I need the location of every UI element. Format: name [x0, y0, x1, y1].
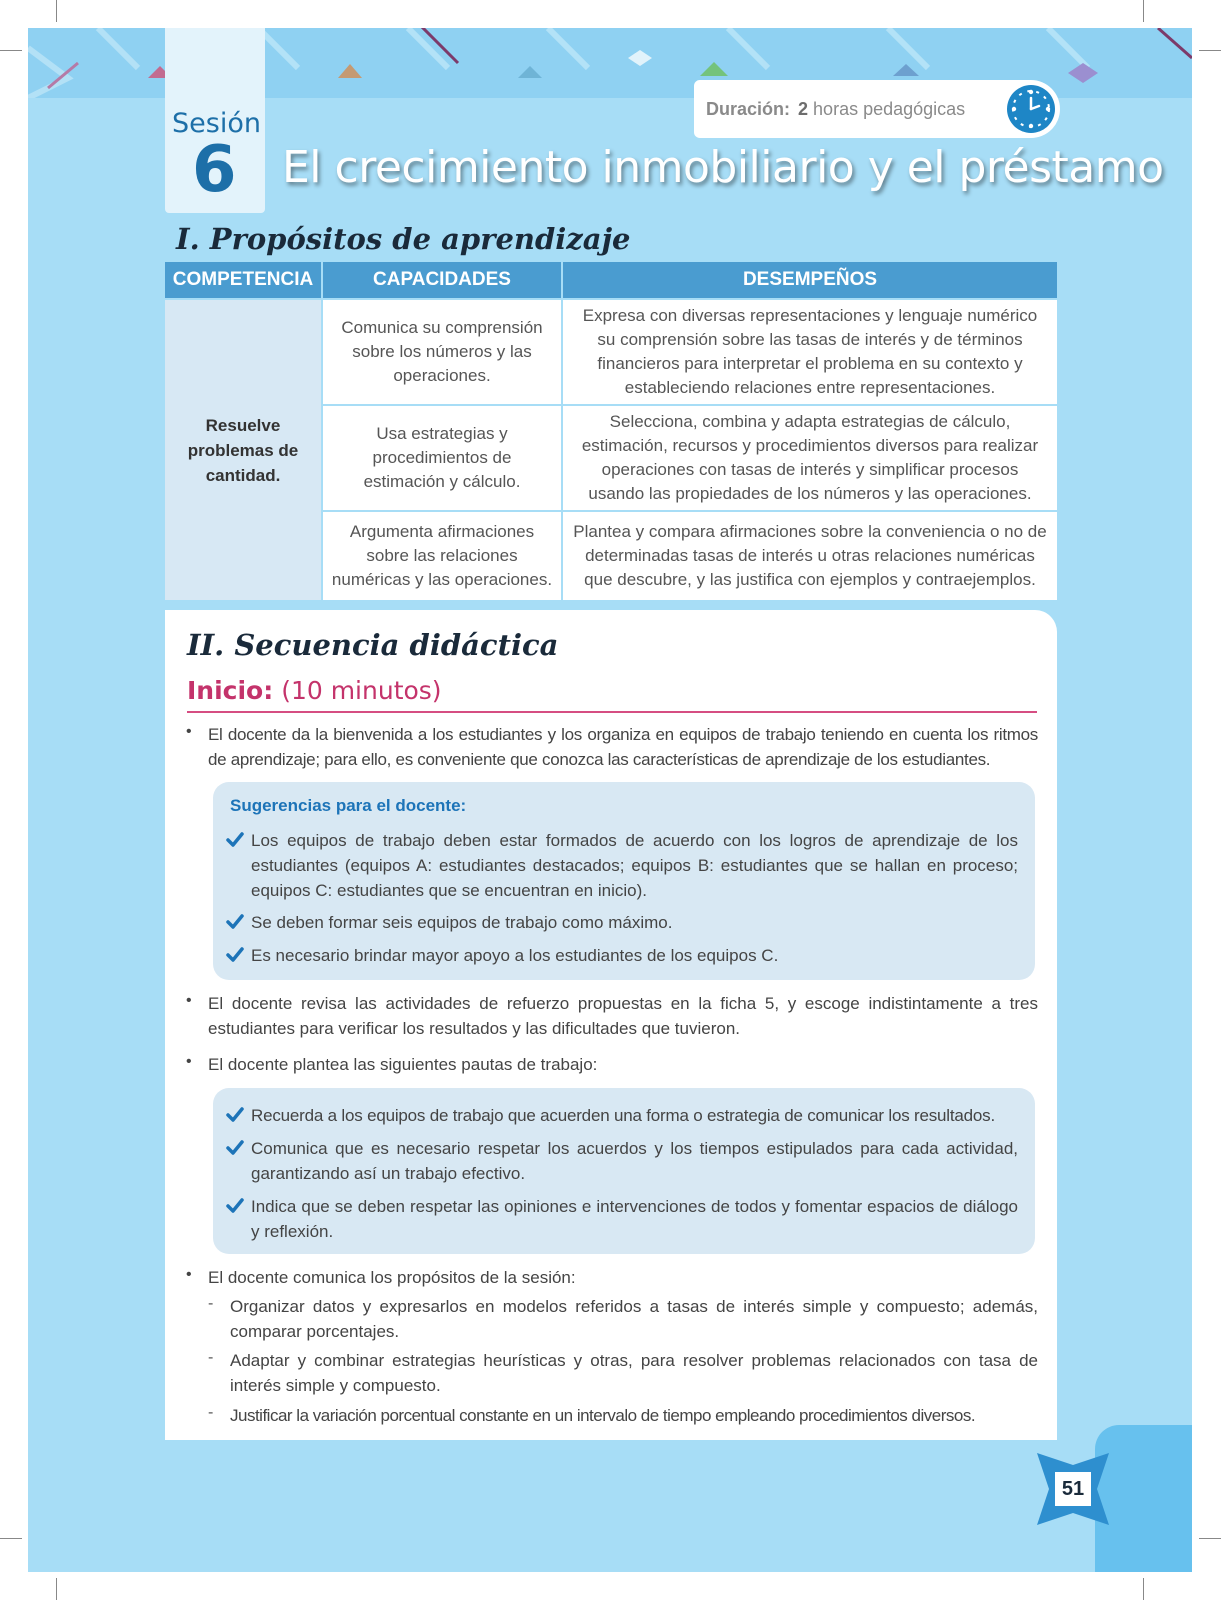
table-header-capacidades: CAPACIDADES: [323, 262, 561, 298]
guideline-item: Recuerda a los equipos de trabajo que acuerden una forma o estrategia de comunicar los resultados.: [251, 1106, 995, 1125]
crop-mark: [56, 0, 57, 22]
duration-box: [694, 80, 1060, 138]
dash-symbol: -: [208, 1404, 214, 1421]
paragraph-bullet-1: El docente da la bienvenida a los estudiantes y los organiza en equipos de trabajo teniendo en cuenta los ritmos de aprendizaje; para ello, es conveniente que conozca las características de aprendizaje de los estudiantes.: [208, 725, 1038, 769]
clock-icon: [1006, 84, 1056, 134]
table-header-competencia: COMPETENCIA: [165, 262, 321, 298]
checkmark-icon: [226, 1198, 244, 1214]
guideline-item: Comunica que es necesario respetar los acuerdos y los tiempos estipulados para cada actividad, garantizando así un trabajo efectivo.: [251, 1139, 1018, 1183]
crop-mark: [1199, 50, 1221, 51]
dash-symbol: -: [208, 1349, 214, 1366]
page-number-tab: [1095, 1425, 1192, 1572]
paragraph-bullet-4: El docente comunica los propósitos de la sesión:: [208, 1268, 576, 1287]
capacidad-cell: Argumenta afirmaciones sobre las relaciones numéricas y las operaciones.: [323, 512, 561, 600]
dash-symbol: -: [208, 1295, 214, 1312]
suggestion-item: Es necesario brindar mayor apoyo a los estudiantes de los equipos C.: [251, 946, 779, 965]
suggestion-item: Los equipos de trabajo deben estar formados de acuerdo con los logros de aprendizaje de los estudiantes (equipos A: estudiantes destacados; equipos B: estudiantes que se hallan en proceso; equipos C: estudiantes que se encuentran en inicio).: [251, 831, 1018, 900]
paragraph-bullet-3: El docente plantea las siguientes pautas de trabajo:: [208, 1055, 598, 1074]
bullet-symbol: •: [186, 1053, 192, 1070]
checkmark-icon: [226, 914, 244, 930]
suggestion-item: Se deben formar seis equipos de trabajo como máximo.: [251, 913, 673, 932]
crop-mark: [0, 50, 22, 51]
competencia-cell: Resuelve problemas de cantidad.: [165, 300, 321, 600]
page-number: 51: [1055, 1472, 1091, 1506]
crop-mark: [1199, 1538, 1221, 1539]
checkmark-icon: [226, 832, 244, 848]
crop-mark: [0, 1538, 22, 1539]
capacidad-cell: Comunica su comprensión sobre los números y las operaciones.: [323, 300, 561, 404]
purpose-item: Organizar datos y expresarlos en modelos referidos a tasas de interés simple y compuesto; además, comparar porcentajes.: [230, 1297, 1038, 1341]
purpose-item: Justificar la variación porcentual constante en un intervalo de tiempo empleando procedimientos diversos.: [230, 1406, 976, 1425]
section2-heading: II. Secuencia didáctica: [187, 628, 559, 662]
checkmark-icon: [226, 947, 244, 963]
duration-label: Duración:: [706, 98, 791, 119]
bullet-symbol: •: [186, 1266, 192, 1283]
session-label: Sesión: [172, 108, 261, 139]
checkmark-icon: [226, 1107, 244, 1123]
purpose-item: Adaptar y combinar estrategias heurísticas y otras, para resolver problemas relacionados con tasa de interés simple y compuesto.: [230, 1351, 1038, 1395]
section1-heading: I. Propósitos de aprendizaje: [176, 222, 631, 256]
bullet-symbol: •: [186, 723, 192, 740]
desempeno-cell: Expresa con diversas representaciones y lenguaje numérico su comprensión sobre las tasas de interés y de términos financieros para interpretar el problema en su contexto y estableciendo relaciones entre representaciones.: [563, 300, 1057, 404]
guideline-item: Indica que se deben respetar las opiniones e intervenciones de todos y fomentar espacios de diálogo y reflexión.: [251, 1197, 1018, 1241]
crop-mark: [1143, 0, 1144, 22]
checkmark-icon: [226, 1140, 244, 1156]
table-header-desempenos: DESEMPEÑOS: [563, 262, 1057, 298]
suggestions-title: Sugerencias para el docente:: [230, 796, 467, 815]
bullet-symbol: •: [186, 992, 192, 1009]
inicio-heading: Inicio: (10 minutos): [187, 676, 442, 705]
duration-value: 2 horas pedagógicas: [798, 98, 966, 119]
crop-mark: [56, 1578, 57, 1600]
page-title: El crecimiento inmobiliario y el préstamo: [282, 142, 1164, 193]
capacidad-cell: Usa estrategias y procedimientos de estimación y cálculo.: [323, 406, 561, 510]
desempeno-cell: Plantea y compara afirmaciones sobre la conveniencia o no de determinadas tasas de interés u otras relaciones numéricas que descubre, y las justifica con ejemplos y contraejemplos.: [563, 512, 1057, 600]
inicio-divider: [187, 711, 1037, 713]
paragraph-bullet-2: El docente revisa las actividades de refuerzo propuestas en la ficha 5, y escoge indistintamente a tres estudiantes para verificar los resultados y las dificultades que tuvieron.: [208, 994, 1038, 1038]
desempeno-cell: Selecciona, combina y adapta estrategias de cálculo, estimación, recursos y procedimientos diversos para realizar operaciones con tasas de interés y simplificar procesos usando las propiedades de los números y las operaciones.: [563, 406, 1057, 510]
crop-mark: [1143, 1578, 1144, 1600]
session-number: 6: [192, 133, 237, 207]
